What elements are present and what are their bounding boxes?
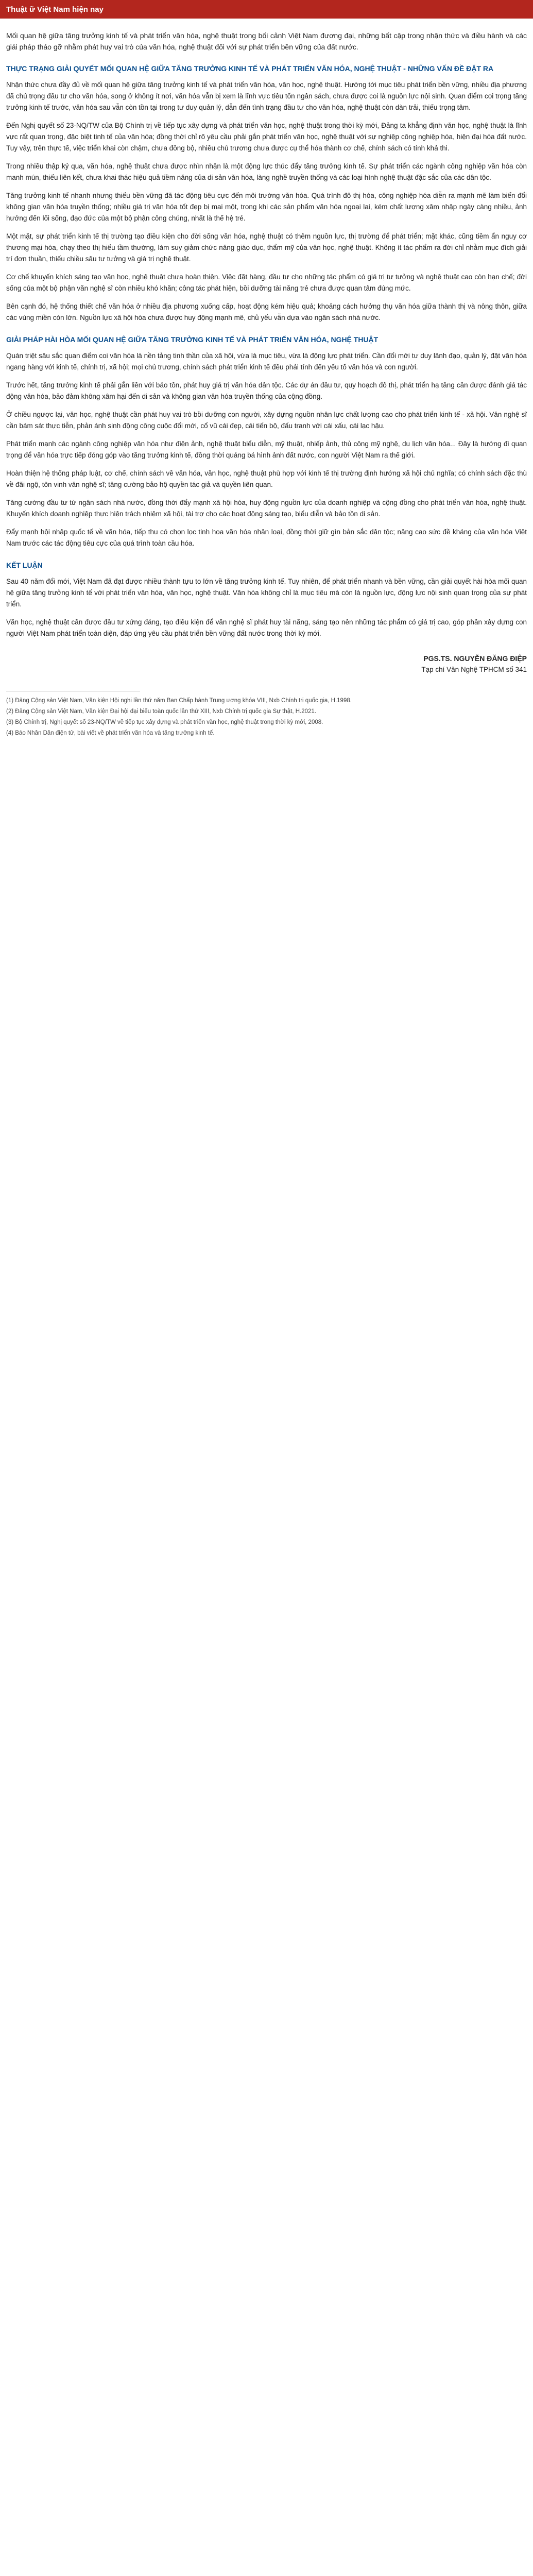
paragraph: Văn học, nghệ thuật cần được đầu tư xứng đáng, tạo điều kiện để văn nghệ sĩ phát huy tài năng, sáng tạo nên những tác phẩm có giá trị cao, góp phần xây dựng con người Việt Nam phát triển toàn diện, đáp ứng yêu cầu phát triển bền vững đất nước trong thời kỳ mới. [6,618,527,637]
author-signature [6,653,527,675]
paragraph: Cơ chế khuyến khích sáng tạo văn học, nghệ thuật chưa hoàn thiện. Việc đặt hàng, đầu tư cho những tác phẩm có giá trị tư tưởng và nghệ thuật cao còn hạn chế; đời sống của một bộ phận văn nghệ sĩ còn nhiều khó khăn; công tác phát hiện, bồi dưỡng tài năng trẻ chưa được quan tâm đúng mức. [6,273,527,292]
paragraph: Quán triệt sâu sắc quan điểm coi văn hóa là nền tảng tinh thần của xã hội, vừa là mục tiêu, vừa là động lực phát triển. Cần đổi mới tư duy lãnh đạo, quản lý, đặt văn hóa ngang hàng với kinh tế, chính trị, xã hội; mọi chủ trương, chính sách phát triển kinh tế đều phải tính đến yếu tố văn hóa và con người. [6,352,527,371]
paragraph: Tăng cường đầu tư từ ngân sách nhà nước, đồng thời đẩy mạnh xã hội hóa, huy động nguồn lực của doanh nghiệp và cộng đồng cho phát triển văn hóa, nghệ thuật. Khuyến khích doanh nghiệp thực hiện trách nhiệm xã hội, tài trợ cho các hoạt động sáng tạo, biểu diễn và bảo tồn di sản. [6,499,527,518]
paragraph: Trước hết, tăng trưởng kinh tế phải gắn liền với bảo tồn, phát huy giá trị văn hóa dân tộc. Các dự án đầu tư, quy hoạch đô thị, phát triển hạ tầng cần được đánh giá tác động văn hóa, bảo đảm không xâm hại đến di sản và không gian văn hóa truyền thống của cộng đồng. [6,381,527,400]
footnotes [6,691,527,738]
section-1 [6,63,527,324]
section-heading: GIẢI PHÁP HÀI HÒA MỐI QUAN HỆ GIỮA TĂNG TRƯỞNG KINH TẾ VÀ PHÁT TRIỂN VĂN HÓA, NGHỆ THUẬT [6,335,379,344]
section-heading: KẾT LUẬN [6,561,43,569]
paragraph: Hoàn thiện hệ thống pháp luật, cơ chế, chính sách về văn hóa, văn học, nghệ thuật phù hợp với kinh tế thị trường định hướng xã hội chủ nghĩa; có chính sách đặc thù về đãi ngộ, tôn vinh văn nghệ sĩ; tăng cường bảo hộ quyền tác giả và quyền liên quan. [6,469,527,488]
article-lead: Mối quan hệ giữa tăng trưởng kinh tế và phát triển văn hóa, nghệ thuật trong bối cảnh Việt Nam đương đại, những bất cập trong nhận thức và điều hành và các giải pháp tháo gỡ nhằm phát huy vai trò của văn hóa, nghệ thuật đối với sự phát triển bền vững của đất nước. [6,31,527,51]
category-bar [0,0,533,19]
paragraph: Sau 40 năm đổi mới, Việt Nam đã đạt được nhiều thành tựu to lớn về tăng trưởng kinh tế. Tuy nhiên, để phát triển nhanh và bền vững, cần giải quyết hài hòa mối quan hệ giữa tăng trưởng kinh tế với phát triển văn hóa, văn học, nghệ thuật. Văn hóa không chỉ là mục tiêu mà còn là nguồn lực, động lực nội sinh quan trọng của sự phát triển. [6,578,527,608]
footnote: (1) Đảng Cộng sản Việt Nam, Văn kiện Hội nghị lần thứ năm Ban Chấp hành Trung ương khóa VIII, Nxb Chính trị quốc gia, H.1998. [6,698,352,704]
footnote: (3) Bộ Chính trị, Nghị quyết số 23-NQ/TW về tiếp tục xây dựng và phát triển văn học, nghệ thuật trong thời kỳ mới, 2008. [6,719,323,725]
footnote: (2) Đảng Cộng sản Việt Nam, Văn kiện Đại hội đại biểu toàn quốc lần thứ XIII, Nxb Chính trị quốc gia Sự thật, H.2021. [6,708,317,715]
paragraph: Nhận thức chưa đầy đủ về mối quan hệ giữa tăng trưởng kinh tế và phát triển văn hóa, văn học, nghệ thuật. Hướng tới mục tiêu phát triển bền vững, nhiều địa phương đã chú trọng đầu tư cho văn hóa, song ở không ít nơi, văn hóa vẫn bị xem là lĩnh vực tiêu tốn ngân sách, chưa được coi là nguồn lực nội sinh. Quan điểm coi trọng tăng trưởng kinh tế trước, văn hóa sau vẫn còn tồn tại trong tư duy quản lý, dẫn đến tình trạng đầu tư cho văn hóa, nghệ thuật còn dàn trải, thiếu trọng tâm. [6,81,527,111]
paragraph: Tăng trưởng kinh tế nhanh nhưng thiếu bền vững đã tác động tiêu cực đến môi trường văn hóa. Quá trình đô thị hóa, công nghiệp hóa diễn ra mạnh mẽ làm biến đổi không gian văn hóa truyền thống; nhiều giá trị văn hóa tốt đẹp bị mai một, trong khi các sản phẩm văn hóa ngoại lai, kém chất lượng xâm nhập ngày càng nhiều, ảnh hưởng đến lối sống, đạo đức của một bộ phận công chúng, nhất là thế hệ trẻ. [6,192,527,222]
category-label[interactable]: Thuật ữ Việt Nam hiện nay [6,5,104,14]
author-name: PGS.TS. NGUYỄN ĐĂNG ĐIỆP [423,654,527,663]
paragraph: Một mặt, sự phát triển kinh tế thị trường tạo điều kiện cho đời sống văn hóa, nghệ thuật có thêm nguồn lực, thị trường để phát triển; mặt khác, cũng tiềm ẩn nguy cơ thương mại hóa, chạy theo thị hiếu tầm thường, làm suy giảm chức năng giáo dục, thẩm mỹ của văn học, nghệ thuật. Không ít tác phẩm ra đời chỉ nhằm mục đích giải trí đơn thuần, thiếu chiều sâu tư tưởng và giá trị nghệ thuật. [6,232,527,263]
section-heading: THỰC TRẠNG GIẢI QUYẾT MỐI QUAN HỆ GIỮA TĂNG TRƯỞNG KINH TẾ VÀ PHÁT TRIỂN VĂN HÓA, NGHỆ THUẬT - NHỮNG VẤN ĐỀ ĐẶT RA [6,64,494,73]
footnote: (4) Báo Nhân Dân điện tử, bài viết về phát triển văn hóa và tăng trưởng kinh tế. [6,730,215,736]
paragraph: Phát triển mạnh các ngành công nghiệp văn hóa như điện ảnh, nghệ thuật biểu diễn, mỹ thuật, nhiếp ảnh, thủ công mỹ nghệ, du lịch văn hóa... Đây là hướng đi quan trọng để văn hóa trực tiếp đóng góp vào tăng trưởng kinh tế, đồng thời quảng bá hình ảnh đất nước, con người Việt Nam ra thế giới. [6,440,527,459]
paragraph: Trong nhiều thập kỷ qua, văn hóa, nghệ thuật chưa được nhìn nhận là một động lực thúc đẩy tăng trưởng kinh tế. Sự phát triển các ngành công nghiệp văn hóa còn manh mún, thiếu liên kết, chưa khai thác hiệu quả tiềm năng của di sản văn hóa, làng nghề truyền thống và các loại hình nghệ thuật đặc sắc của các dân tộc. [6,162,527,181]
paragraph: Đẩy mạnh hội nhập quốc tế về văn hóa, tiếp thu có chọn lọc tinh hoa văn hóa nhân loại, đồng thời giữ gìn bản sắc dân tộc; nâng cao sức đề kháng của văn hóa Việt Nam trước các tác động tiêu cực của quá trình toàn cầu hóa. [6,528,527,547]
paragraph: Ở chiều ngược lại, văn học, nghệ thuật cần phát huy vai trò bồi dưỡng con người, xây dựng nguồn nhân lực chất lượng cao cho phát triển kinh tế - xã hội. Văn nghệ sĩ cần bám sát thực tiễn, phản ánh sinh động công cuộc đổi mới, cổ vũ cái đẹp, cái tiến bộ, đấu tranh với cái xấu, cái lạc hậu. [6,411,527,430]
paragraph: Đến Nghị quyết số 23-NQ/TW của Bộ Chính trị về tiếp tục xây dựng và phát triển văn học, nghệ thuật trong thời kỳ mới, Đảng ta khẳng định văn học, nghệ thuật là lĩnh vực rất quan trọng, đặc biệt tinh tế của văn hóa; đồng thời chỉ rõ yêu cầu phải gắn phát triển văn học, nghệ thuật với sự nghiệp công nghiệp hóa, hiện đại hóa đất nước. Tuy vậy, trên thực tế, việc triển khai còn chậm, chưa đồng bộ, nhiều chủ trương chưa được cụ thể hóa thành cơ chế, chính sách có tính khả thi. [6,122,527,152]
paragraph: Bên cạnh đó, hệ thống thiết chế văn hóa ở nhiều địa phương xuống cấp, hoạt động kém hiệu quả; khoảng cách hưởng thụ văn hóa giữa thành thị và nông thôn, giữa các vùng miền còn lớn. Nguồn lực xã hội hóa chưa được huy động mạnh mẽ, chủ yếu vẫn dựa vào ngân sách nhà nước. [6,302,527,321]
section-3 [6,560,527,639]
section-2 [6,334,527,549]
author-affiliation: Tạp chí Văn Nghệ TPHCM số 341 [421,666,527,673]
